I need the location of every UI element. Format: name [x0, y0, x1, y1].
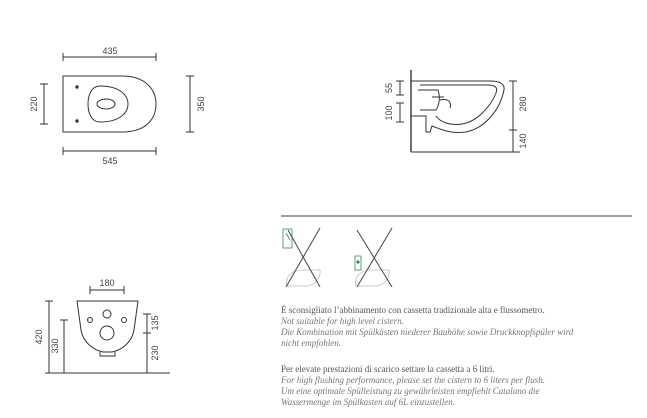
flush-valve-icon — [355, 228, 392, 287]
plan-dim-top: 435 — [102, 46, 118, 56]
plan-dim-left: 220 — [29, 96, 39, 112]
plan-bowl-outline — [63, 76, 156, 132]
back-hole-right — [122, 318, 127, 323]
back-dim-230: 230 — [150, 345, 160, 361]
back-dim-135: 135 — [150, 315, 160, 331]
side-dim-100: 100 — [384, 105, 394, 121]
side-dim-55: 55 — [384, 82, 394, 94]
back-dim-330: 330 — [50, 338, 60, 354]
note-flush-en: For high flushing performance, please set the cistern to 6 liters per flush. — [281, 375, 545, 385]
side-dim-280: 280 — [518, 96, 528, 112]
back-hole-top — [103, 310, 111, 318]
note-flush-it: Per elevate prestazioni di scarico settare la cassetta a 6 litri. — [281, 364, 495, 374]
note-cistern — [281, 305, 641, 349]
note-cistern-it: É sconsigliato l’abbinamento con cassetta tradizionale alta e flussometro. — [281, 305, 545, 315]
note-flush — [281, 364, 641, 408]
plan-view — [40, 53, 194, 155]
plan-dim-bottom: 545 — [102, 156, 118, 166]
high-cistern-icon — [283, 228, 320, 287]
back-dim-420: 420 — [34, 329, 44, 345]
note-cistern-de-2: nicht empfohlen. — [281, 338, 341, 348]
note-cistern-de-1: Die Kombination mit Spülkästen niederer Bauhöhe sowie Druckknopfspüler wird — [281, 327, 574, 337]
side-view — [396, 70, 520, 152]
side-dim-140: 140 — [518, 133, 528, 149]
back-hole-outlet — [100, 326, 114, 340]
note-flush-de-2: Wassermenge im Spülkasten auf 6L einzustellen. — [281, 397, 455, 407]
plan-bowl-inner — [88, 86, 128, 122]
plan-dim-right: 350 — [196, 96, 206, 112]
back-dim-top: 180 — [99, 278, 115, 288]
note-cistern-en: Not suitable for high level cistern. — [281, 316, 404, 326]
note-flush-de-1: Um eine optimale Spülleistung zu gewährleisten empfiehlt Catalano die — [281, 386, 540, 396]
plan-outlet-hole — [97, 99, 115, 109]
back-hole-left — [88, 318, 93, 323]
